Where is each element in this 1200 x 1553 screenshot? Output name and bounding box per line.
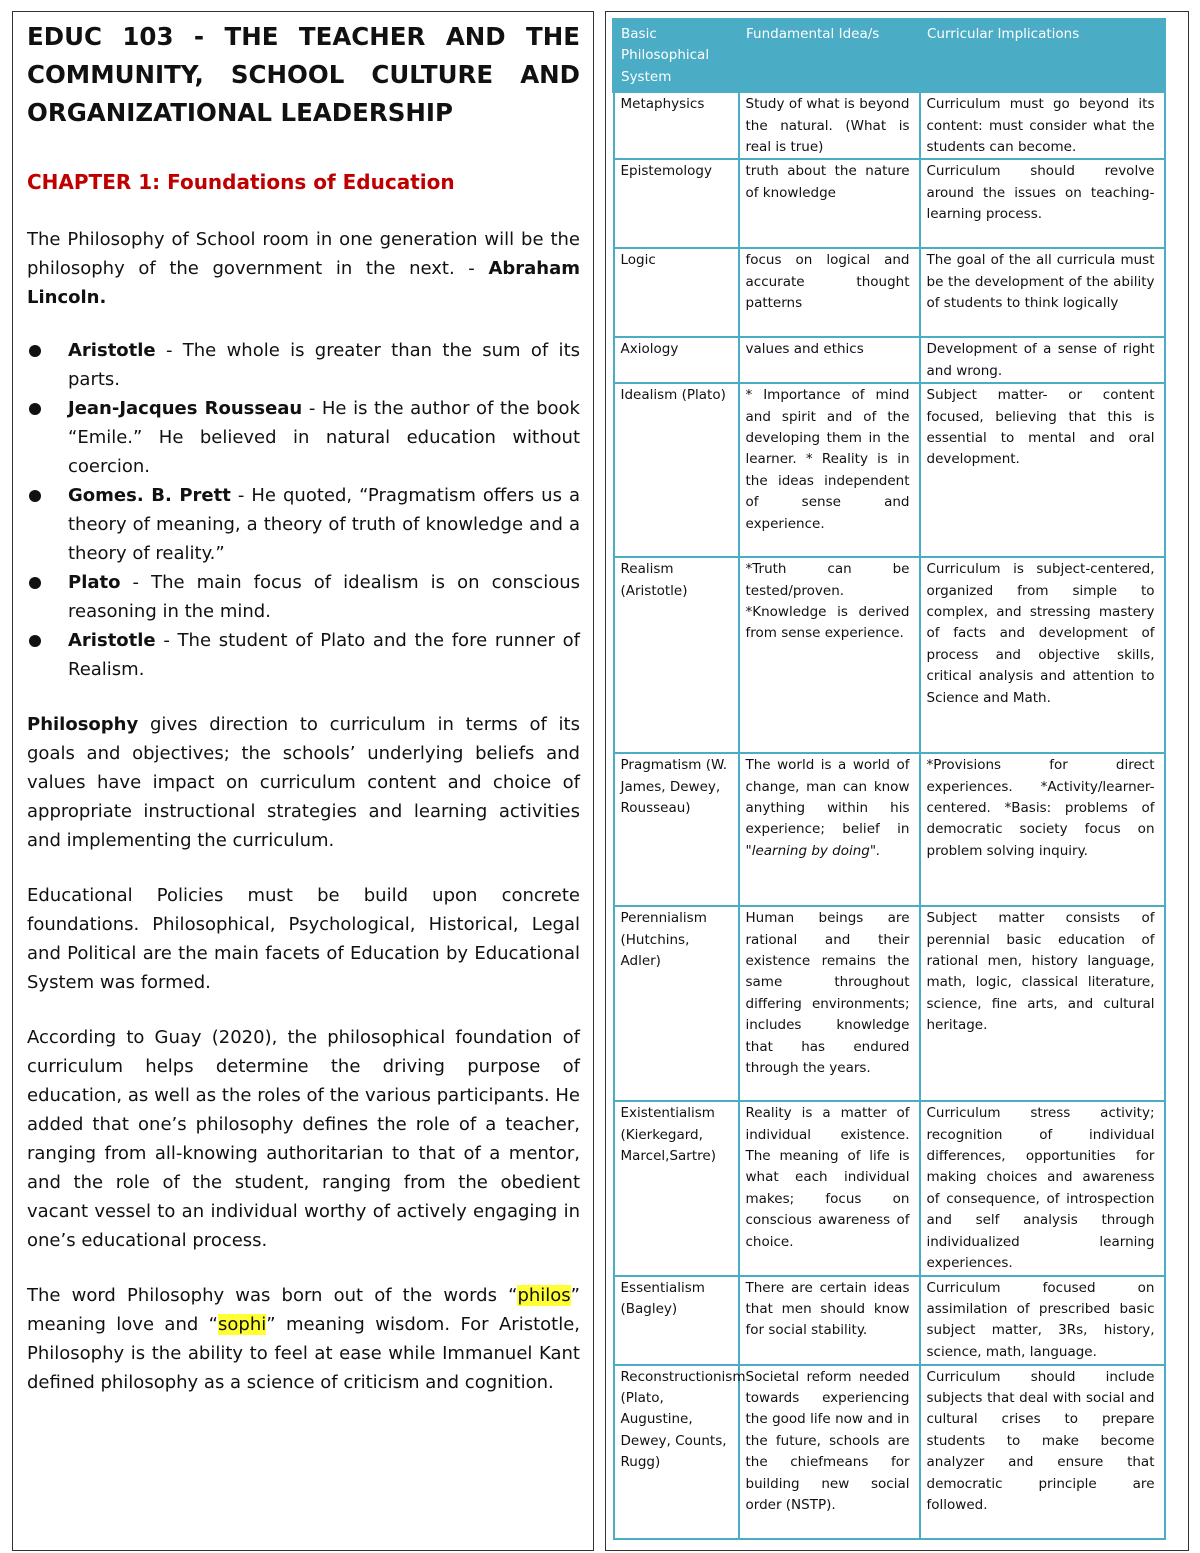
idea-cell: There are certain ideas that men should know for social stability. (739, 1276, 920, 1365)
list-item (27, 336, 580, 394)
system-cell: Axiology (614, 337, 739, 383)
table-row (614, 92, 1165, 160)
list-item (27, 626, 580, 684)
idea-cell: Reality is a matter of individual existence. The meaning of life is what each individual makes; focus on conscious awareness of choice. (739, 1101, 920, 1275)
quote-text: The Philosophy of School room in one generation will be the philosophy of the government in the next. - (27, 229, 580, 279)
system-cell: Essentialism (Bagley) (614, 1276, 739, 1365)
idea-cell: Societal reform needed towards experiencing the good life now and in the future, schools are the chiefmeans for building new social order (NSTP). (739, 1365, 920, 1539)
table-row (614, 159, 1165, 248)
policies-paragraph: Educational Policies must be build upon concrete foundations. Philosophical, Psychological, Historical, Legal and Political are the main facets of Education by Educational System was formed. (27, 885, 580, 993)
philosopher-note: - He is the author of the book “Emile.” He believed in natural education without coercion. (68, 398, 580, 477)
idea-cell: *Truth can be tested/proven. *Knowledge is derived from sense experience. (739, 557, 920, 753)
philosophy-description: gives direction to curriculum in terms of its goals and objectives; the schools’ underlying beliefs and values have impact on curriculum content and choice of appropriate instructional strategies and learning activities and implementing the curriculum. (27, 714, 580, 851)
system-cell: Pragmatism (W. James, Dewey, Rousseau) (614, 753, 739, 906)
list-item (27, 481, 580, 568)
system-cell: Realism (Aristotle) (614, 557, 739, 753)
philosopher-note: - The whole is greater than the sum of its parts. (68, 340, 580, 390)
implication-cell: Development of a sense of right and wrong. (920, 337, 1165, 383)
highlight-philos: philos (517, 1285, 571, 1306)
implication-cell: Curriculum should include subjects that deal with social and cultural crises to prepare students to make become analyzer and ensure that democratic principle are followed. (920, 1365, 1165, 1539)
philosopher-name: Jean-Jacques Rousseau (68, 398, 303, 419)
system-cell: Logic (614, 248, 739, 337)
system-cell: Reconstructionism (Plato, Augustine, Dewey, Counts, Rugg) (614, 1365, 739, 1539)
idea-cell: Study of what is beyond the natural. (What is real is true) (739, 92, 920, 160)
philosopher-note: - The student of Plato and the fore runner of Realism. (68, 630, 580, 680)
etymology-text: ” meaning love and “ (27, 1285, 580, 1335)
lincoln-quote (27, 225, 580, 312)
table-row (614, 248, 1165, 337)
bullet-icon (29, 490, 41, 502)
idea-cell: * Importance of mind and spirit and of the developing them in the learner. * Reality is in the ideas independent of sense and experience. (739, 383, 920, 557)
document-title: EDUC 103 - THE TEACHER AND THE COMMUNITY, SCHOOL CULTURE AND ORGANIZATIONAL LEADERSHIP (27, 22, 580, 127)
implication-cell: Curriculum must go beyond its content: must consider what the students can become. (920, 92, 1165, 160)
philosophy-paragraph (27, 710, 580, 855)
header-system: Basic Philosophical System (614, 20, 739, 92)
implication-cell: Curriculum is subject-centered, organized from simple to complex, and stressing mastery of facts and development of process and objective skills, critical analysis and attention to Science and Math. (920, 557, 1165, 753)
implication-cell: Curriculum should revolve around the issues on teaching-learning process. (920, 159, 1165, 248)
system-cell: Existentialism (Kierkegard, Marcel,Sartre) (614, 1101, 739, 1275)
implication-cell: Subject matter- or content focused, believing that this is essential to mental and oral development. (920, 383, 1165, 557)
quote-author: Abraham Lincoln. (27, 258, 580, 308)
idea-cell: values and ethics (739, 337, 920, 383)
philosopher-name: Aristotle (68, 340, 156, 361)
table-row (614, 557, 1165, 753)
etymology-paragraph (27, 1281, 580, 1397)
bullet-icon (29, 635, 41, 647)
idea-cell (739, 753, 920, 906)
table-row (614, 1101, 1165, 1275)
table-row (614, 1365, 1165, 1539)
implication-cell: Subject matter consists of perennial basic education of rational men, history language, math, logic, classical literature, science, fine arts, and cultural heritage. (920, 906, 1165, 1101)
list-item (27, 568, 580, 626)
idea-cell: Human beings are rational and their existence remains the same throughout differing environments; includes knowledge that has endured through the years. (739, 906, 920, 1101)
list-item (27, 394, 580, 481)
table-row (614, 383, 1165, 557)
highlight-sophi: sophi (218, 1314, 267, 1335)
system-cell: Metaphysics (614, 92, 739, 160)
implication-cell: Curriculum focused on assimilation of prescribed basic subject matter, 3Rs, history, science, math, language. (920, 1276, 1165, 1365)
bullet-icon (29, 403, 41, 415)
implication-cell: Curriculum stress activity; recognition of individual differences, opportunities for making choices and awareness of consequence, of introspection and self analysis through individualized learning experiences. (920, 1101, 1165, 1275)
table-header-row (614, 20, 1165, 92)
etymology-text: The word Philosophy was born out of the words “ (27, 1285, 518, 1306)
bullet-icon (29, 345, 41, 357)
idea-cell: truth about the nature of knowledge (739, 159, 920, 248)
implication-cell: The goal of the all curricula must be the development of the ability of students to think logically (920, 248, 1165, 337)
idea-cell: focus on logical and accurate thought patterns (739, 248, 920, 337)
philosopher-note: - The main focus of idealism is on conscious reasoning in the mind. (68, 572, 580, 622)
idea-text: The world is a world of change, man can know anything within his experience; belief in (745, 757, 910, 838)
table-row (614, 906, 1165, 1101)
implication-cell: *Provisions for direct experiences. *Activity/learner-centered. *Basis: problems of democratic society focus on problem solving inquiry. (920, 753, 1165, 906)
table-row (614, 337, 1165, 383)
philosopher-list (27, 336, 580, 684)
philosopher-name: Gomes. B. Prett (68, 485, 231, 506)
philosophy-term: Philosophy (27, 714, 139, 735)
bullet-icon (29, 577, 41, 589)
system-cell: Perennialism (Hutchins, Adler) (614, 906, 739, 1101)
philosophy-table (612, 18, 1166, 1540)
header-idea: Fundamental Idea/s (739, 20, 920, 92)
philosopher-name: Plato (68, 572, 121, 593)
system-cell: Idealism (Plato) (614, 383, 739, 557)
left-column (27, 18, 580, 1397)
etymology-text: ” meaning wisdom. For Aristotle, Philosophy is the ability to feel at ease while Immanuel Kant defined philosophy as a science of criticism and cognition. (27, 1314, 580, 1393)
philosopher-name: Aristotle (68, 630, 156, 651)
idea-italic-text: "learning by doing". (745, 842, 881, 859)
header-implications: Curricular Implications (920, 20, 1165, 92)
guay-paragraph: According to Guay (2020), the philosophical foundation of curriculum helps determine the driving purpose of education, as well as the roles of the various participants. He added that one’s philosophy defines the role of a teacher, ranging from all-knowing authoritarian to that of a mentor, and the role of the student, ranging from the obedient vacant vessel to an individual worthy of actively engaging in one’s educational process. (27, 1027, 580, 1251)
table-row (614, 1276, 1165, 1365)
philosopher-note: - He quoted, “Pragmatism offers us a theory of meaning, a theory of truth of knowledge and a theory of reality.” (68, 485, 581, 564)
chapter-heading: CHAPTER 1: Foundations of Education (27, 170, 455, 194)
table-row (614, 753, 1165, 906)
system-cell: Epistemology (614, 159, 739, 248)
